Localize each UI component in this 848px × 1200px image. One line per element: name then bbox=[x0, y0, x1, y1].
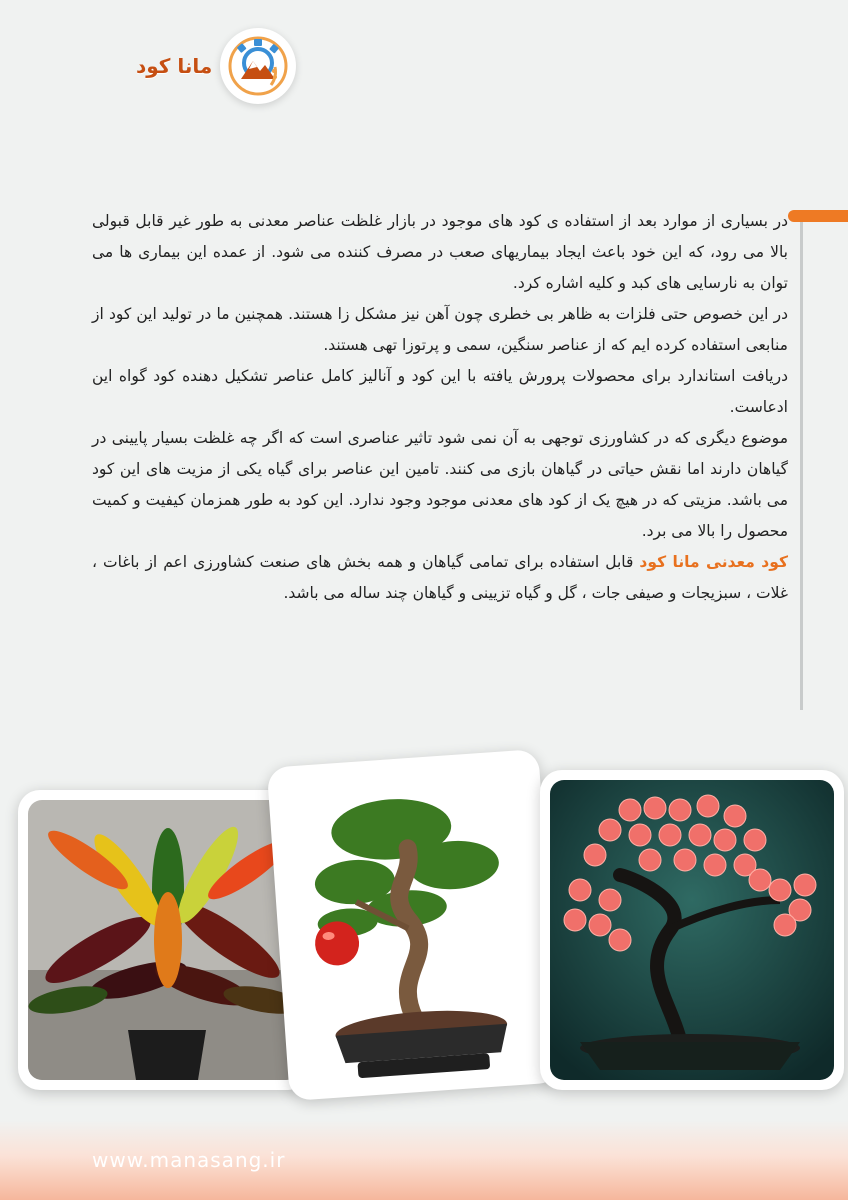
website-link[interactable]: www.manasang.ir bbox=[92, 1148, 286, 1172]
bonsai-apple-tree-photo bbox=[267, 749, 562, 1101]
croton-plant-photo bbox=[18, 790, 310, 1090]
brand-name: مانا کود bbox=[136, 54, 213, 78]
paragraph-5-text: قابل استفاده برای تمامی گیاهان و همه بخش های صنعت کشاورزی اعم از باغات ، غلات ، سبزیجات و صیفی جات ، گل و گیاه تزیینی و گیاهان چند ساله می باشد. bbox=[92, 553, 788, 602]
product-name-highlight: کود معدنی مانا کود bbox=[639, 553, 788, 571]
paragraph-5 bbox=[92, 547, 788, 609]
accent-bar bbox=[788, 210, 848, 222]
brand-logo[interactable] bbox=[136, 28, 296, 104]
paragraph-4: موضوع دیگری که در کشاورزی توجهی به آن نمی شود تاثیر عناصری است که اگر چه غلظت بسیار پایینی در گیاهان دارند اما نقش حیاتی در گیاهان بازی می کنند. تامین این عناصر برای گیاه یکی از مزیت های این کود می باشد. مزیتی که در هیچ یک از کود های معدنی موجود وجود ندارد. این کود به طور همزمان کیفیت و کمیت محصول را بالا می برد. bbox=[92, 429, 788, 540]
paragraph-2: در این خصوص حتی فلزات به ظاهر بی خطری چون آهن نیز مشکل زا هستند. همچنین ما در تولید این کود از منابعی استفاده کرده ایم که از عناصر سنگین، سمی و پرتوزا تهی هستند. bbox=[92, 305, 788, 354]
logo-emblem-icon bbox=[220, 28, 296, 104]
paragraph-3: دریافت استاندارد برای محصولات پرورش یافته با این کود و آنالیز کامل عناصر تشکیل دهنده کود گواه این ادعاست. bbox=[92, 367, 788, 416]
vertical-divider bbox=[800, 222, 803, 710]
article-body bbox=[92, 206, 788, 609]
paragraph-1: در بسیاری از موارد بعد از استفاده ی کود های موجود در بازار غلظت عناصر معدنی به طور غیر قابل قبولی بالا می رود، که این خود باعث ایجاد بیماریهای صعب در مصرف کننده می شود. از عمده این بیماری ها می توان به نارسایی های کبد و کلیه اشاره کرد. bbox=[92, 212, 788, 292]
bonsai-fruit-tree-photo bbox=[540, 770, 844, 1090]
